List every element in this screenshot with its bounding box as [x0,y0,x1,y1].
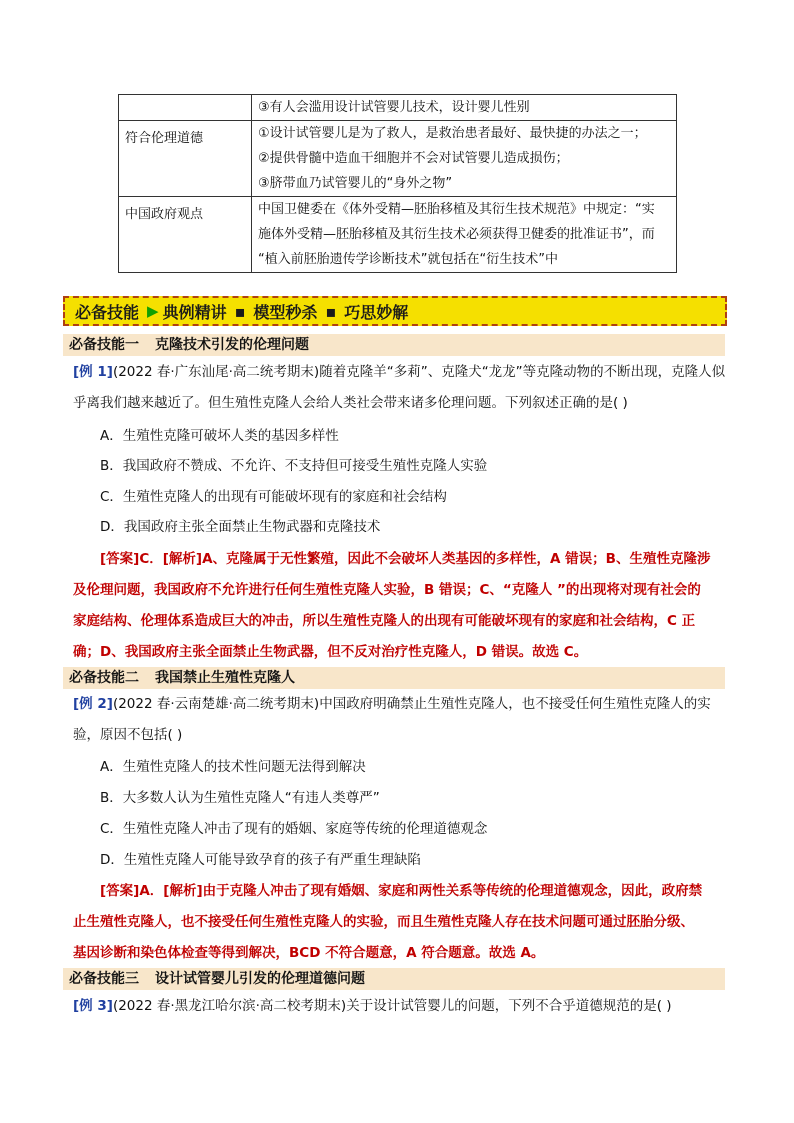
table-line: ③有人会滥用设计试管婴儿技术，设计婴儿性别 [258,100,530,115]
banner-item: 巧思妙解 [344,302,409,322]
section-title: 设计试管婴儿引发的伦理道德问题 [155,971,365,987]
table-row [119,197,677,273]
table-cell-content [252,197,677,273]
answer-line: 及伦理问题，我国政府不允许进行任何生殖性克隆人实验，B 错误；C、“克隆人 ”的出现将对现有社会的 [73,582,701,598]
answer-line: 确；D、我国政府主张全面禁止生物武器，但不反对治疗性克隆人，D 错误。故选 C。 [73,644,588,660]
table-cell-content [252,95,677,121]
question-line [73,694,711,714]
section-header [63,968,725,990]
section-header [63,334,725,356]
table-line: “植入前胚胎遗传学诊断技术”就包括在“衍生技术”中 [258,252,558,267]
option-b: B．我国政府不赞成、不允许、不支持但可接受生殖性克隆人实验 [100,458,488,474]
banner-dot: ▪ [325,301,337,321]
banner-title: 必备技能 [75,302,140,322]
table-line: ③脐带血乃试管婴儿的“身外之物” [258,176,453,191]
table-line: ①设计试管婴儿是为了救人，是救治患者最好、最快捷的办法之一； [258,126,647,141]
skills-banner [63,296,727,326]
table-line: 中国卫健委在《体外受精—胚胎移植及其衍生技术规范》中规定：“实 [258,202,655,217]
question-text: (2022 春·黑龙江哈尔滨·高二校考期末)关于设计试管婴儿的问题，下列不合乎道德规范的是( ) [112,998,672,1014]
option-d: D．我国政府主张全面禁止生物武器和克隆技术 [100,519,381,535]
table-cell-label: 中国政府观点 [119,197,252,273]
answer-line: 止生殖性克隆人，也不接受任何生殖性克隆人的实验，而且生殖性克隆人存在技术问题可通过胚胎分级、 [73,914,694,930]
table-row [119,95,677,121]
example-tag: [例 1] [73,364,113,380]
option-a: A．生殖性克隆可破坏人类的基因多样性 [100,428,339,444]
answer-line: 基因诊断和染色体检查等得到解决，BCD 不符合题意，A 符合题意。故选 A。 [73,945,545,961]
question-line: 验，原因不包括( ) [73,727,183,743]
table-cell-label [119,95,252,121]
table-line: 施体外受精—胚胎移植及其衍生技术必须获得卫健委的批准证书”，而 [258,227,655,242]
question-line [73,362,725,382]
example-tag: [例 2] [73,696,113,712]
question-line: 乎离我们越来越近了。但生殖性克隆人会给人类社会带来诸多伦理问题。下列叙述正确的是( ) [73,395,628,411]
option-b: B．大多数人认为生殖性克隆人“有违人类尊严” [100,790,380,806]
play-arrow-icon: ▶ [147,302,159,320]
section-title: 克隆技术引发的伦理问题 [155,337,309,353]
example-tag: [例 3] [73,998,113,1014]
table-row [119,121,677,197]
section-title: 我国禁止生殖性克隆人 [155,670,295,686]
question-text: (2022 春·云南楚雄·高二统考期末)中国政府明确禁止生殖性克隆人，也不接受任何生殖性克隆人的实 [112,696,711,712]
answer-line: 家庭结构、伦理体系造成巨大的冲击，所以生殖性克隆人的出现有可能破坏现有的家庭和社会结构，C 正 [73,613,696,629]
section-header [63,667,725,689]
option-c: C．生殖性克隆人的出现有可能破坏现有的家庭和社会结构 [100,489,447,505]
option-d: D．生殖性克隆人可能导致孕育的孩子有严重生理缺陷 [100,852,421,868]
option-a: A．生殖性克隆人的技术性问题无法得到解决 [100,759,366,775]
answer-line: [答案]C．[解析]A、克隆属于无性繁殖，因此不会破坏人类基因的多样性，A 错误；B、生殖性克隆涉 [100,551,711,567]
section-label: 必备技能二 [69,670,139,686]
section-label: 必备技能三 [69,971,139,987]
table-cell-content [252,121,677,197]
question-line [73,996,672,1016]
option-c: C．生殖性克隆人冲击了现有的婚姻、家庭等传统的伦理道德观念 [100,821,488,837]
table-cell-label: 符合伦理道德 [119,121,252,197]
table-line: ②提供骨髓中造血干细胞并不会对试管婴儿造成损伤； [258,151,569,166]
answer-line: [答案]A．[解析]由于克隆人冲击了现有婚姻、家庭和两性关系等传统的伦理道德观念，因此，政府禁 [100,883,703,899]
question-text: (2022 春·广东汕尾·高二统考期末)随着克隆羊“多莉”、克隆犬“龙龙”等克隆动物的不断出现，克隆人似 [112,364,726,380]
banner-dot: ▪ [234,301,246,321]
banner-item: 典例精讲 [162,302,227,322]
banner-item: 模型秒杀 [253,302,318,322]
section-label: 必备技能一 [69,337,139,353]
ethics-table [118,94,677,273]
